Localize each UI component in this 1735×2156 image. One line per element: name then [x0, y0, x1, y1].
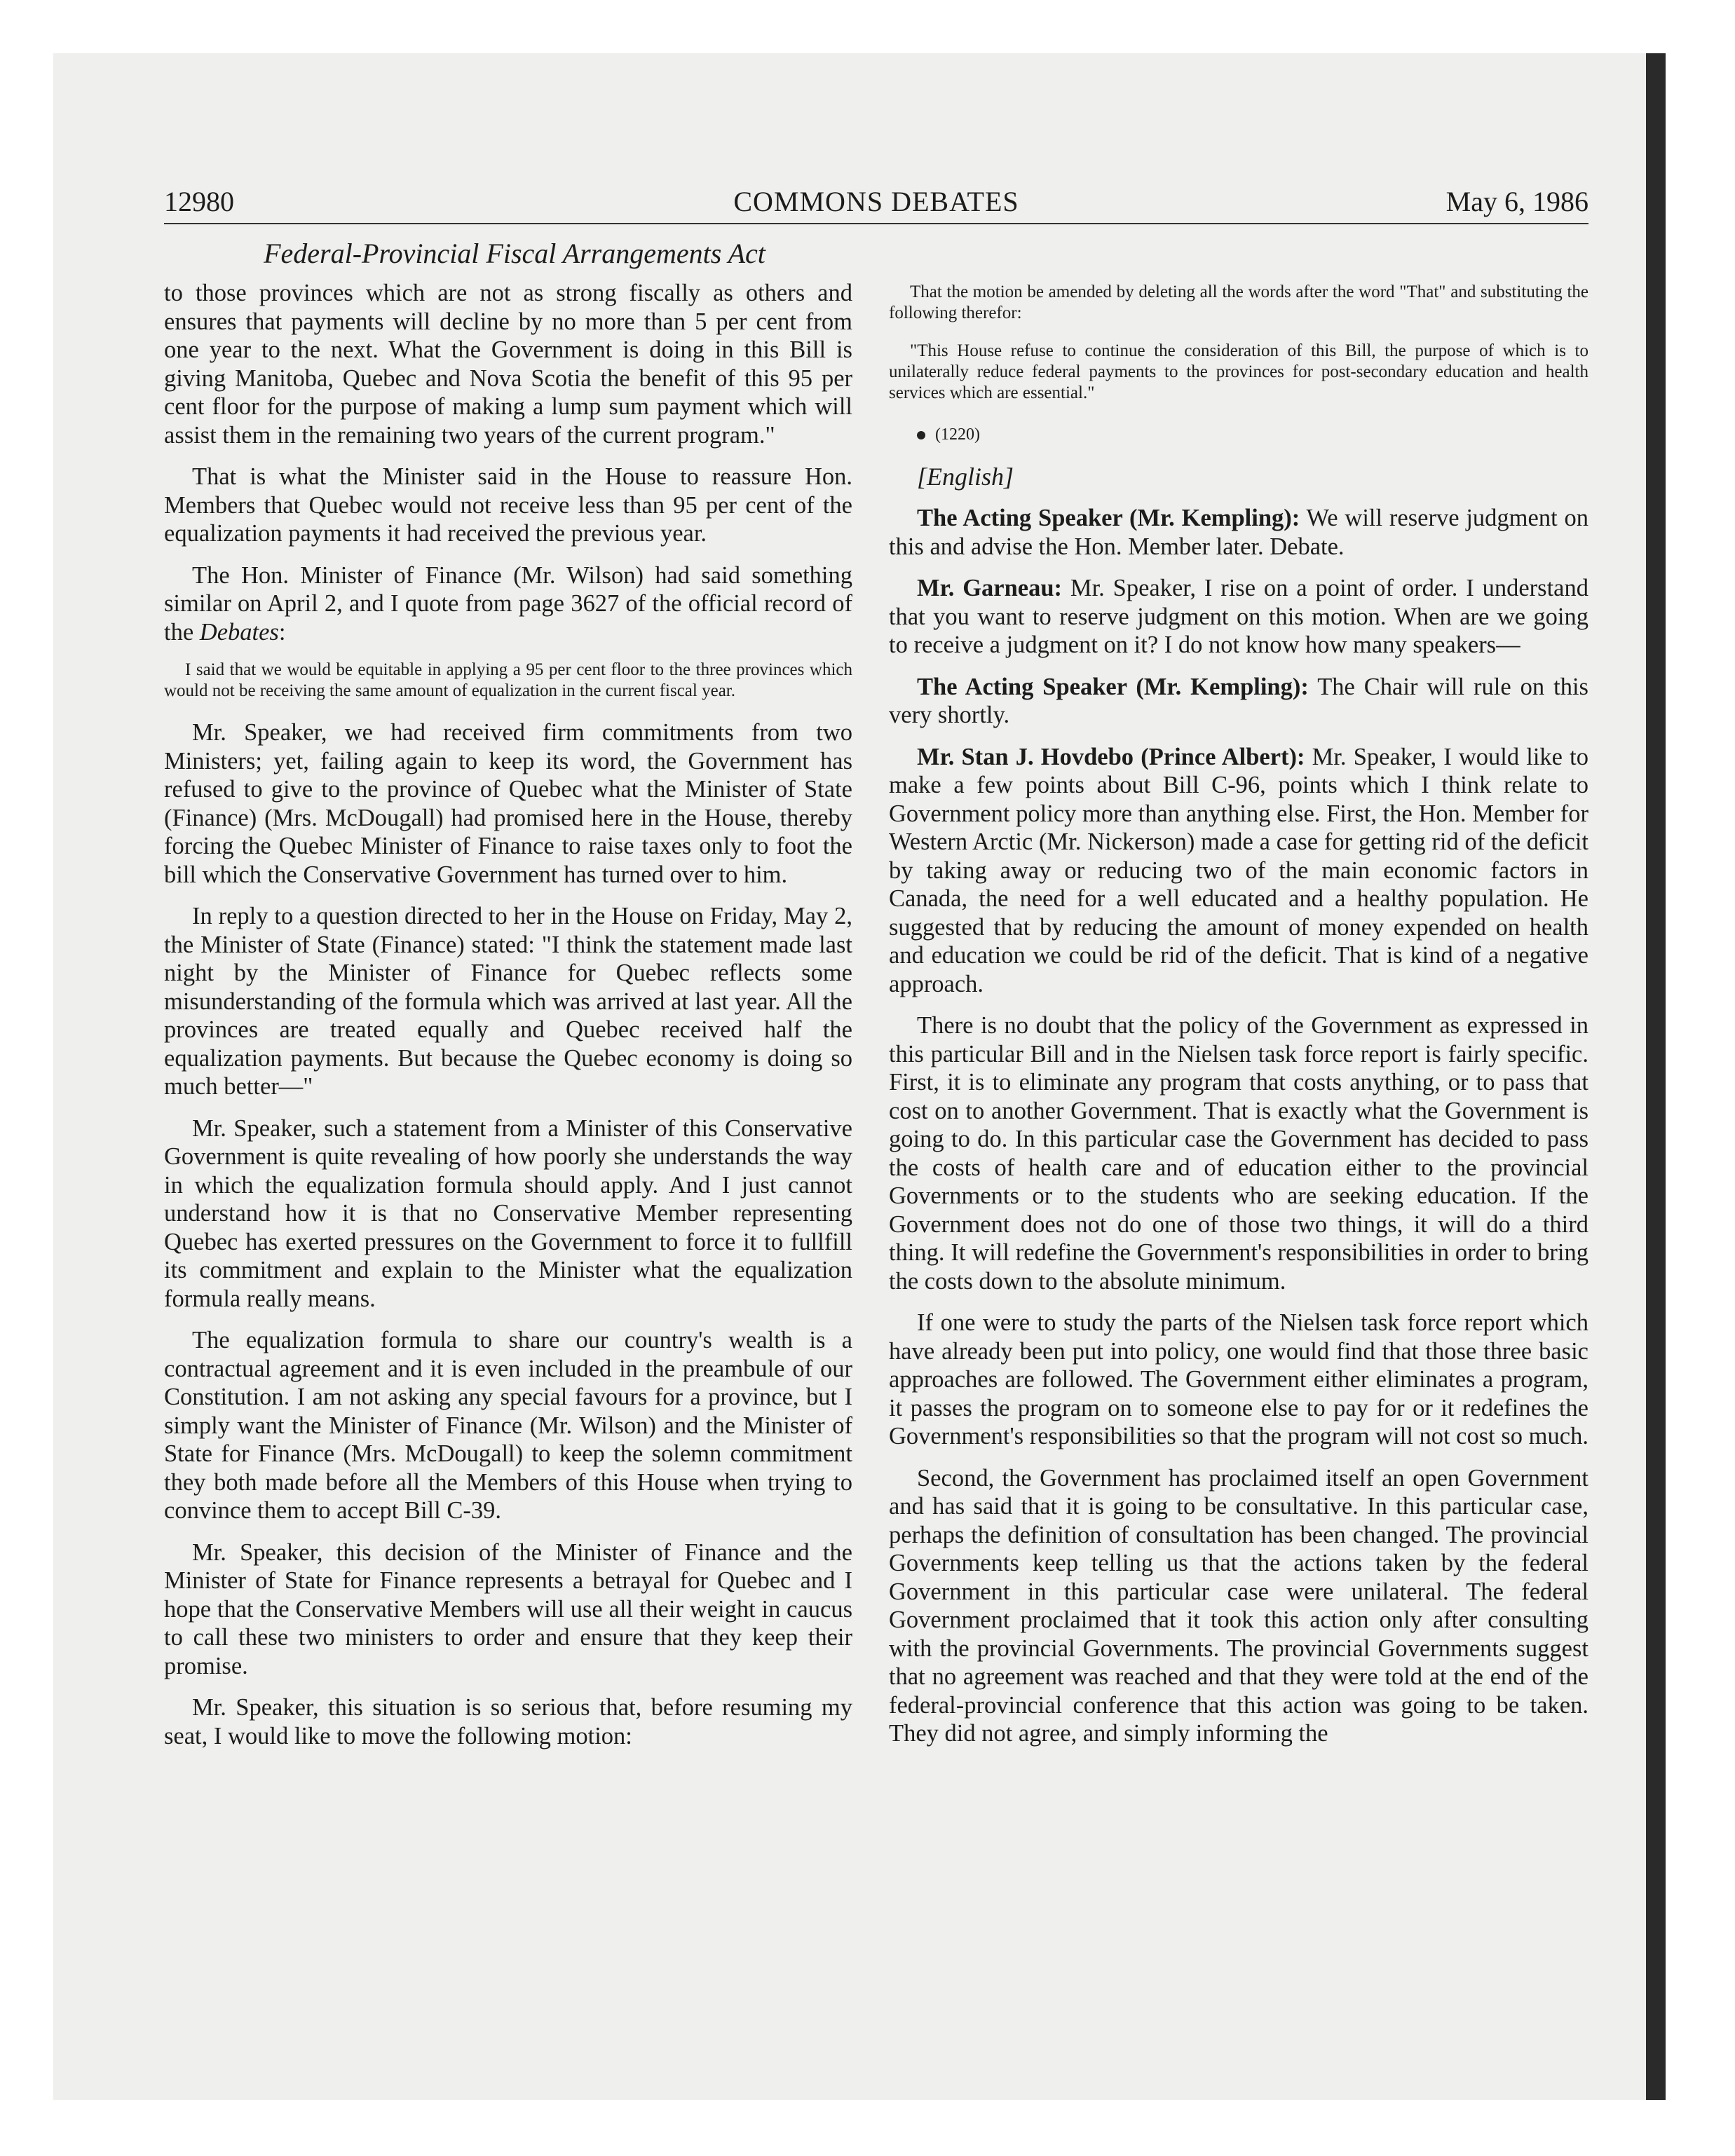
- page-number: 12980: [164, 186, 234, 217]
- right-column: [889, 282, 1588, 1761]
- paragraph: Mr. Speaker, this decision of the Minister of Finance and the Minister of State for Finance represents a betrayal for Quebec and I hope that the Conservative Members will use all their weight in caucus to call these two ministers to order and ensure that they keep their promise.: [164, 1538, 852, 1679]
- speech: [889, 504, 1588, 561]
- paragraph: Mr. Speaker, such a statement from a Minister of this Conservative Government is quite revealing of how poorly she understands the way in which the equalization formula should apply. And I just cannot understand how it is that no Conservative Member representing Quebec has exerted pressures on the Government to force it to fullfill its commitment and explain to the Minister what the equalization formula really means.: [164, 1114, 852, 1312]
- paragraph: Mr. Speaker, we had received firm commitments from two Ministers; yet, failing again to keep its word, the Government has refused to give to the province of Quebec what the Minister of State (Finance) (Mrs. McDougall) had promised here in the House, thereby forcing the Quebec Minister of Finance to raise taxes only to foot the bill which the Conservative Government has turned over to him.: [164, 719, 852, 888]
- speech-text: The Chair will rule on this very shortly.: [889, 673, 1588, 728]
- time-marker: [889, 421, 1588, 449]
- speaker-name: The Acting Speaker (Mr. Kempling):: [917, 673, 1309, 700]
- publication-title: COMMONS DEBATES: [733, 186, 1019, 217]
- bullet-icon: [917, 431, 925, 439]
- speech: [889, 673, 1588, 730]
- speaker-name: Mr. Garneau:: [917, 575, 1063, 601]
- paragraph-text: The Hon. Minister of Finance (Mr. Wilson) had said something similar on April 2, and I quote from page 3627 of the official record of the: [164, 561, 852, 646]
- left-column: [164, 279, 852, 1763]
- page-edge-shadow: [1646, 53, 1666, 2100]
- motion-text: "This House refuse to continue the consideration of this Bill, the purpose of which is to unilaterally reduce federal payments to the provinces for post-secondary education and health services which are essential.": [889, 341, 1588, 402]
- paragraph: If one were to study the parts of the Nielsen task force report which have already been put into policy, one would find that those three basic approaches are followed. The Government either eliminates a program, it passes the program on to someone else to pay for or it redefines the Government's responsibilities so that the program will not cost so much.: [889, 1309, 1588, 1449]
- paragraph: to those provinces which are not as strong fiscally as others and ensures that payments will decline by no more than 5 per cent from one year to the next. What the Government is doing in this Bill is giving Manitoba, Quebec and Nova Scotia the benefit of this 95 per cent floor for the purpose of making a lump sum payment which will assist them in the remaining two years of the current program.": [164, 280, 852, 449]
- speech-text: We will reserve judgment on this and advise the Hon. Member later. Debate.: [889, 505, 1588, 560]
- debates-title: Debates: [199, 618, 279, 646]
- speaker-name: The Acting Speaker (Mr. Kempling):: [917, 505, 1300, 531]
- paragraph: In reply to a question directed to her in the House on Friday, May 2, the Minister of State (Finance) stated: "I think the statement made last night by the Minister of Finance for Quebec reflects some misunderstanding of the formula which was arrived at last year. All the provinces are treated equally and Quebec received half the equalization payments. But because the Quebec economy is doing so much better—": [164, 903, 852, 1100]
- paragraph: Second, the Government has proclaimed itself an open Government and has said that it is going to be consultative. In this particular case, perhaps the definition of consultation has been changed. The provincial Governments keep telling us that the actions taken by the federal Government in this particular case were unilateral. The federal Government proclaimed that it took this action only after consulting with the provincial Governments. The provincial Governments suggest that no agreement was reached and that they were told at the end of the federal-provincial conference that this action was going to be taken. They did not agree, and simply informing the: [889, 1464, 1588, 1747]
- block-quote: I said that we would be equitable in applying a 95 per cent floor to the three provinces which would not be receiving the same amount of equalization in the current fiscal year.: [164, 660, 852, 700]
- language-marker: [English]: [917, 462, 1014, 491]
- page-header: [164, 181, 1588, 224]
- speaker-name: Mr. Stan J. Hovdebo (Prince Albert):: [917, 743, 1305, 770]
- speech: [889, 743, 1588, 999]
- time-marker-text: (1220): [935, 425, 980, 444]
- publication-date: May 6, 1986: [1445, 186, 1588, 217]
- running-title: Federal-Provincial Fiscal Arrangements Act: [264, 238, 766, 269]
- paragraph: [164, 561, 852, 647]
- paragraph: There is no doubt that the policy of the Government as expressed in this particular Bill and in the Nielsen task force report is fairly specific. First, it is to eliminate any program that costs anything, or to pass that cost on to another Government. That is exactly what the Government is going to do. In this particular case the Government has decided to pass the costs of health care and of education either to the provincial Governments or to the students who are seeking education. If the Government does not do one of those two things, it will do a third thing. It will redefine the Government's responsibilities in order to bring the costs down to the absolute minimum.: [889, 1012, 1588, 1295]
- paragraph: The equalization formula to share our country's wealth is a contractual agreement and it is even included in the preambule of our Constitution. I am not asking any special favours for a province, but I simply want the Minister of Finance (Mr. Wilson) and the Minister of State for Finance (Mrs. McDougall) to keep the solemn commitment they both made before all the Members of this House when trying to convince them to accept Bill C-39.: [164, 1327, 852, 1524]
- motion-text: That the motion be amended by deleting all the words after the word "That" and substituting the following therefor:: [889, 282, 1588, 322]
- paragraph: Mr. Speaker, this situation is so serious that, before resuming my seat, I would like to move the following motion:: [164, 1694, 852, 1749]
- paragraph: That is what the Minister said in the House to reassure Hon. Members that Quebec would not receive less than 95 per cent of the equalization payments it had received the previous year.: [164, 463, 852, 547]
- speech: [889, 574, 1588, 660]
- paragraph-end: :: [278, 618, 286, 646]
- speech-text: Mr. Speaker, I rise on a point of order. I understand that you want to reserve judgment on this motion. When are we going to receive a judgment on it? I do not know how many speakers—: [889, 575, 1588, 658]
- speech-text: Mr. Speaker, I would like to make a few points about Bill C-96, points which I think relate to Government policy more than anything else. First, the Hon. Member for Western Arctic (Mr. Nickerson) made a case for getting rid of the deficit by taking away or reducing two of the main economic factors in Canada, the need for a well educated and a healthy population. He suggested that by reducing the amount of money expended on health and education we could be rid of the deficit. That is kind of a negative approach.: [889, 743, 1588, 997]
